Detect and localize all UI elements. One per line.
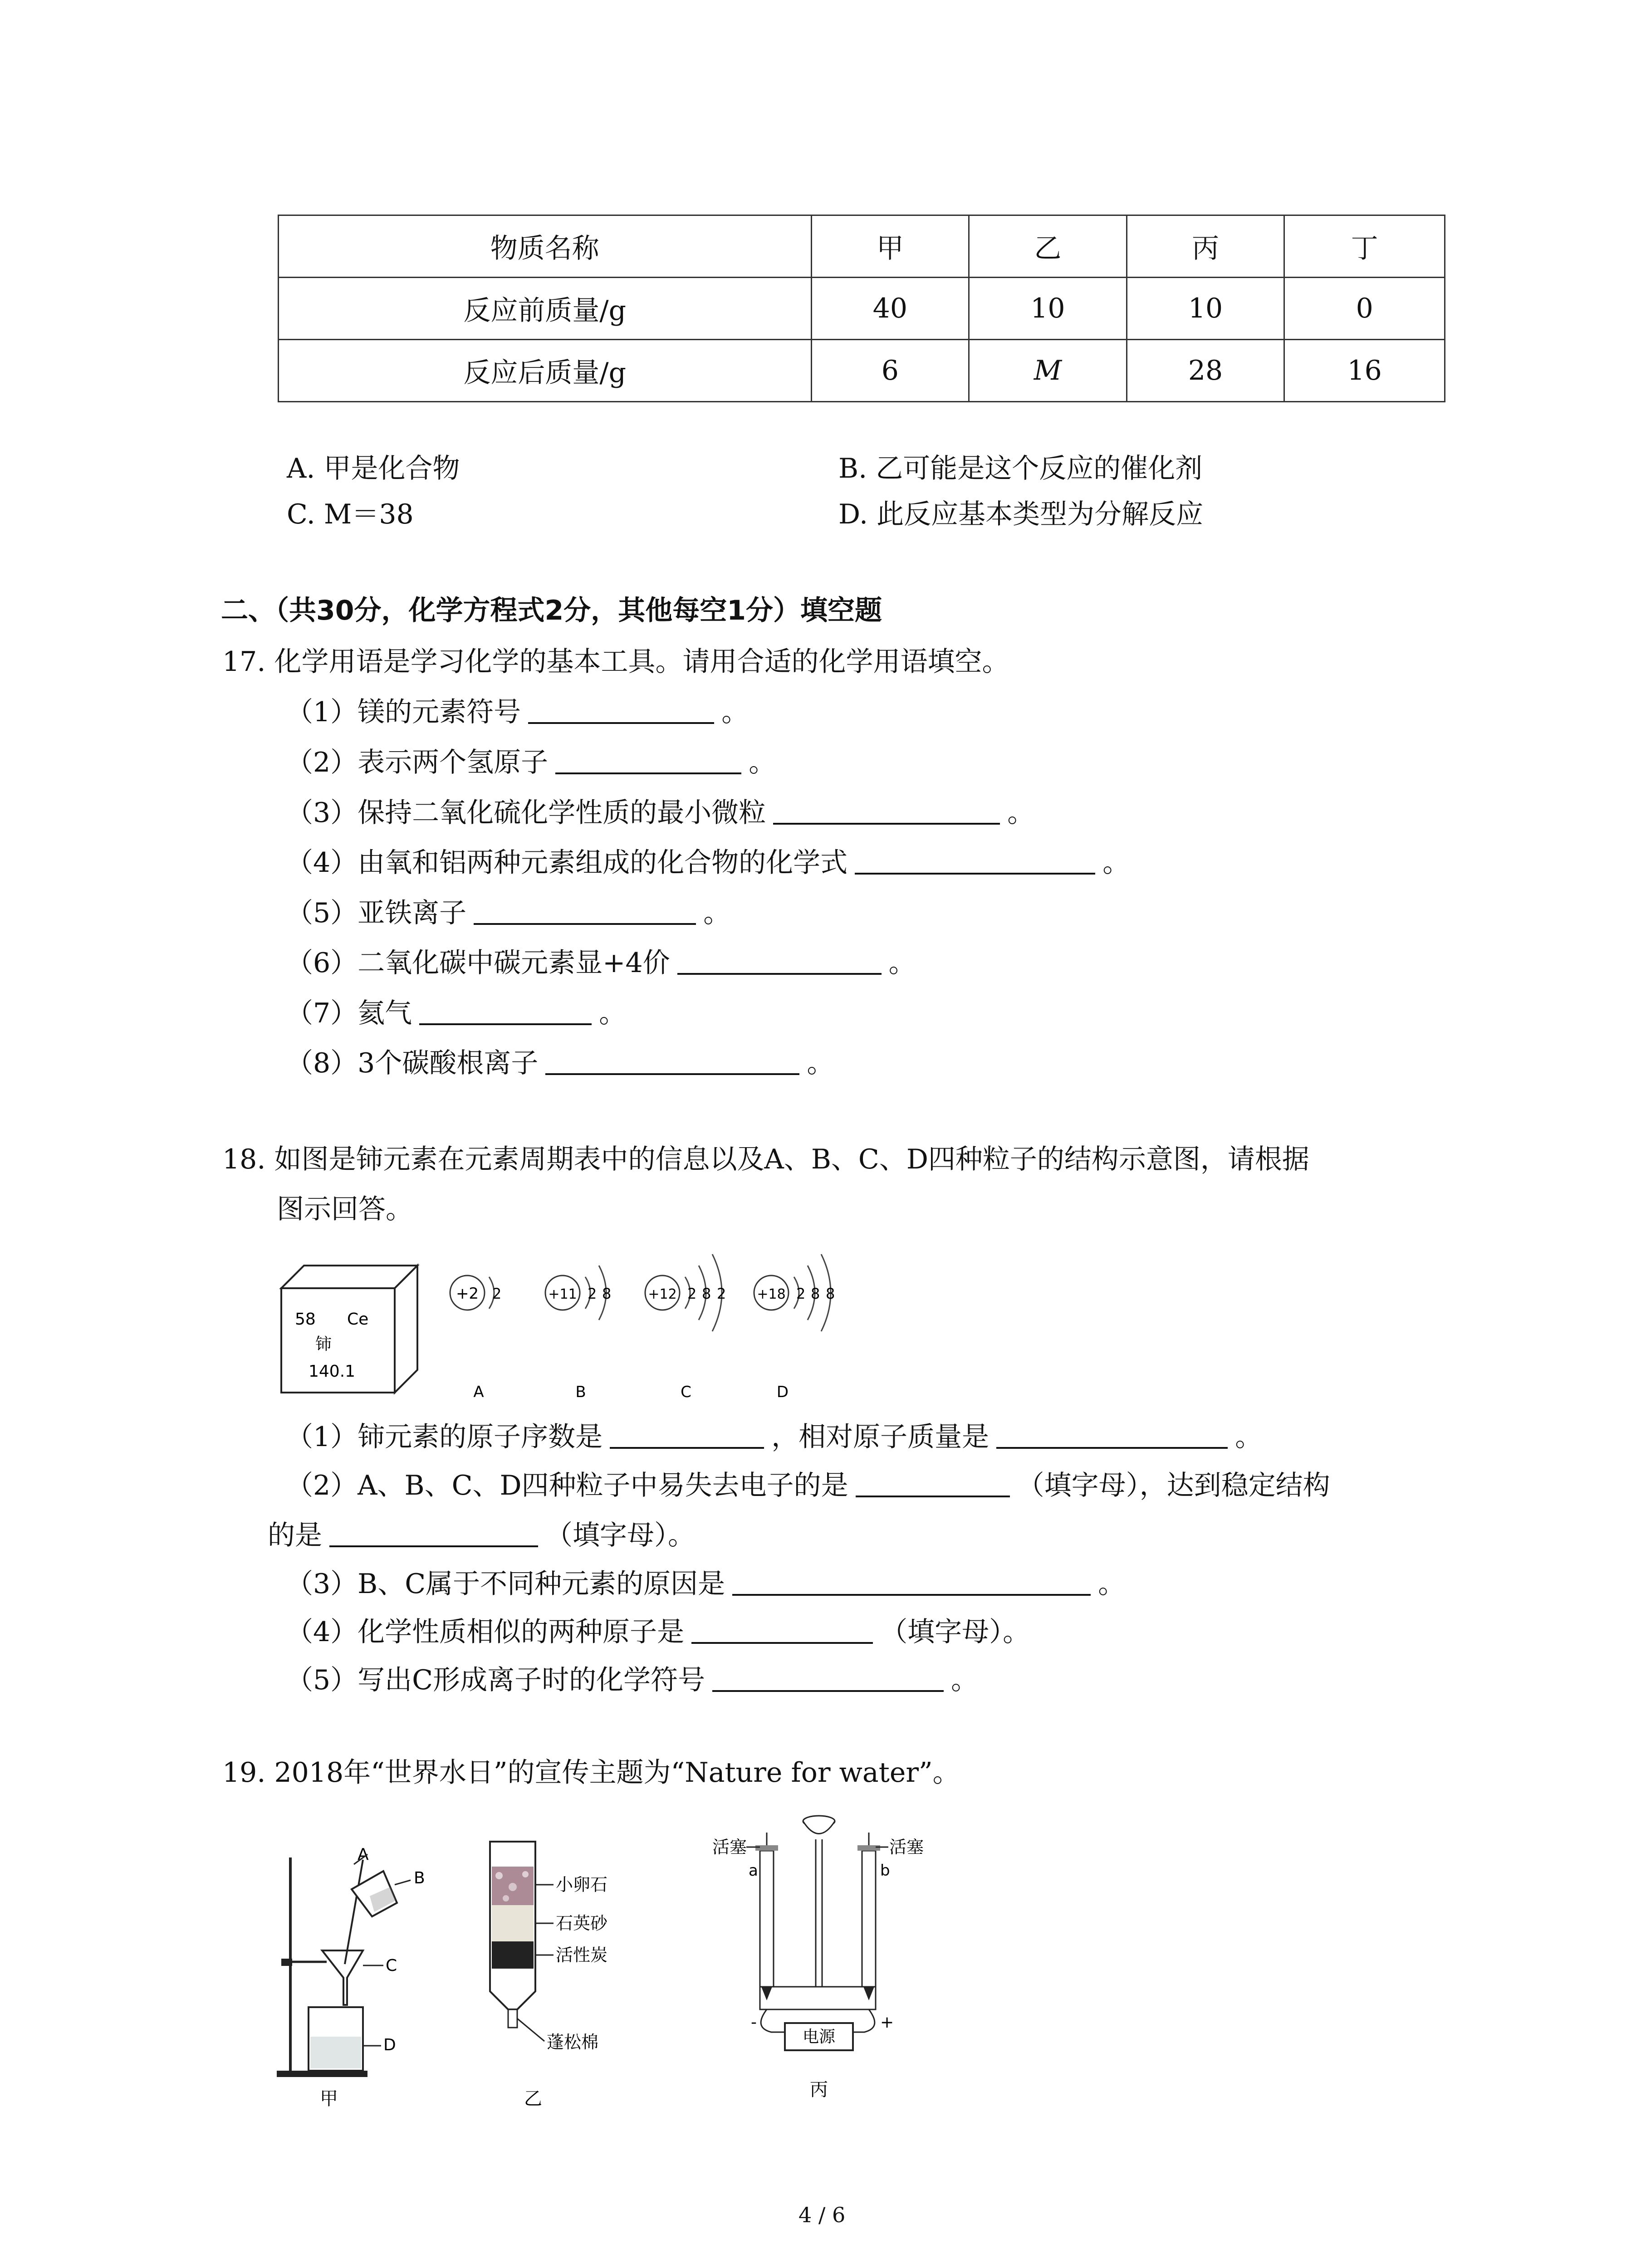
table-header-cell: 丙 xyxy=(1127,215,1284,278)
answer-blank[interactable] xyxy=(555,745,741,774)
answer-blank[interactable] xyxy=(545,1046,799,1075)
electrolysis-apparatus xyxy=(712,1816,924,2100)
q18-sub1-text: （1）铈元素的原子序数是 xyxy=(286,1421,603,1453)
q17-item xyxy=(286,895,730,931)
q18-stem-line2: 图示回答。 xyxy=(277,1193,413,1225)
answer-blank[interactable] xyxy=(773,796,1000,825)
q17-stem: 17. 化学用语是学习化学的基本工具。请用合适的化学用语填空。 xyxy=(222,646,1009,678)
answer-blank[interactable] xyxy=(712,1663,944,1692)
q17-item xyxy=(286,694,749,730)
q19-stem: 19. 2018年“世界水日”的宣传主题为“Nature for water”。 xyxy=(222,1757,960,1789)
q18-sub2-text: （填字母）。 xyxy=(545,1520,695,1551)
q17-item xyxy=(286,845,1130,881)
fig-label: B xyxy=(414,1869,425,1887)
q18-sub2-text: （2）A、B、C、D四种粒子中易失去电子的是 xyxy=(286,1470,848,1501)
option-a: A. 甲是化合物 xyxy=(287,453,460,484)
table-header-cell: 丁 xyxy=(1284,215,1445,278)
table-cell: 16 xyxy=(1284,340,1445,402)
answer-blank[interactable] xyxy=(732,1567,1091,1596)
option-d: D. 此反应基本类型为分解反应 xyxy=(838,499,1204,530)
fig-label: D xyxy=(383,2036,396,2054)
q17-item xyxy=(286,1045,834,1081)
particle-b xyxy=(545,1266,611,1401)
fig-label: a xyxy=(749,1862,758,1880)
q17-item-text: （5）亚铁离子 xyxy=(286,897,467,929)
q18-sub1 xyxy=(286,1419,1262,1455)
table-header-cell: 乙 xyxy=(969,215,1127,278)
element-number: 58 xyxy=(295,1310,316,1329)
q17-item-text: （4）由氧和铝两种元素组成的化合物的化学式 xyxy=(286,847,848,879)
q18-sub4-text: （填字母）。 xyxy=(880,1616,1030,1648)
shell-electrons: 8 xyxy=(602,1285,612,1302)
nucleus-charge: +11 xyxy=(548,1286,577,1302)
option-b: B. 乙可能是这个反应的催化剂 xyxy=(838,453,1203,484)
fig-label: b xyxy=(880,1862,890,1880)
q17-item-text: （2）表示两个氢原子 xyxy=(286,747,549,778)
table-cell: 10 xyxy=(1127,278,1284,340)
element-symbol: Ce xyxy=(347,1310,369,1329)
nucleus-charge: +2 xyxy=(456,1285,479,1303)
q18-sub2-text: 的是 xyxy=(268,1520,322,1551)
q18-sub4 xyxy=(286,1614,1030,1650)
end-mark: 。 xyxy=(721,696,749,728)
q18-sub5 xyxy=(286,1662,978,1698)
table-header-cell: 甲 xyxy=(811,215,969,278)
q18-sub2-cont xyxy=(268,1517,695,1554)
element-mass: 140.1 xyxy=(309,1362,356,1381)
option-c: C. M＝38 xyxy=(287,499,414,530)
answer-blank[interactable] xyxy=(691,1615,873,1644)
answer-blank[interactable] xyxy=(474,896,696,925)
shell-electrons: 2 xyxy=(796,1285,806,1302)
fig-label: 活性炭 xyxy=(556,1945,608,1965)
answer-blank[interactable] xyxy=(329,1518,538,1547)
end-mark: 。 xyxy=(1235,1421,1263,1453)
end-mark: 。 xyxy=(1007,797,1035,829)
end-mark: 。 xyxy=(888,947,916,979)
particle-label: C xyxy=(681,1383,691,1401)
fig-label: 活塞 xyxy=(889,1837,924,1857)
fig-label: A xyxy=(358,1845,369,1864)
figure-caption: 乙 xyxy=(524,2088,542,2109)
answer-blank[interactable] xyxy=(996,1420,1228,1449)
shell-electrons: 2 xyxy=(717,1285,726,1302)
q18-sub2-text: （填字母），达到稳定结构 xyxy=(1017,1470,1330,1501)
section-title: 二、（共30分，化学方程式2分，其他每空1分）填空题 xyxy=(221,595,882,626)
q17-item xyxy=(286,795,1034,831)
table-cell: 0 xyxy=(1284,278,1445,340)
particle-c xyxy=(645,1254,726,1401)
figure-caption: 丙 xyxy=(810,2079,828,2100)
element-card xyxy=(281,1266,417,1393)
table-header-row xyxy=(279,215,1445,278)
table-cell: 40 xyxy=(811,278,969,340)
particle-d xyxy=(754,1254,835,1401)
shell-electrons: 8 xyxy=(826,1285,835,1302)
particle-label: A xyxy=(473,1383,484,1401)
q17-item xyxy=(286,945,916,981)
power-source-label: 电源 xyxy=(802,2028,836,2046)
q18-sub1-text: ，相对原子质量是 xyxy=(771,1421,989,1453)
table-row xyxy=(279,278,1445,340)
table-cell: 反应后质量/g xyxy=(279,340,812,402)
table-cell: 28 xyxy=(1127,340,1284,402)
answer-blank[interactable] xyxy=(856,1468,1010,1497)
fig-label: - xyxy=(751,2013,757,2032)
fig-label: 小卵石 xyxy=(556,1875,608,1895)
q17-item-text: （3）保持二氧化硫化学性质的最小微粒 xyxy=(286,797,766,829)
particle-label: D xyxy=(776,1383,789,1401)
q17-item-text: （6）二氧化碳中碳元素显+4价 xyxy=(286,947,670,979)
q17-item-text: （7）氦气 xyxy=(286,997,412,1029)
table-cell: 6 xyxy=(811,340,969,402)
end-mark: 。 xyxy=(749,747,776,778)
shell-electrons: 2 xyxy=(687,1285,697,1302)
answer-blank[interactable] xyxy=(419,996,592,1025)
fig-label: 石英砂 xyxy=(556,1913,608,1933)
figure-caption: 甲 xyxy=(320,2088,338,2109)
answer-blank[interactable] xyxy=(528,695,714,724)
shell-electrons: 8 xyxy=(811,1285,820,1302)
answer-blank[interactable] xyxy=(855,846,1095,875)
q17-item xyxy=(286,995,626,1031)
end-mark: 。 xyxy=(807,1047,834,1079)
q17-item-text: （1）镁的元素符号 xyxy=(286,696,521,728)
nucleus-charge: +18 xyxy=(757,1286,786,1302)
element-name: 铈 xyxy=(315,1335,332,1354)
q18-sub3-text: （3）B、C属于不同种元素的原因是 xyxy=(286,1568,725,1600)
end-mark: 。 xyxy=(1098,1568,1126,1600)
page-number: 4 / 6 xyxy=(798,2203,846,2227)
nucleus-charge: +12 xyxy=(648,1286,677,1302)
q18-sub3 xyxy=(286,1566,1125,1602)
mass-table xyxy=(278,215,1445,402)
filtration-apparatus xyxy=(277,1845,425,2109)
q18-sub4-text: （4）化学性质相似的两种原子是 xyxy=(286,1616,685,1648)
q19-figures xyxy=(272,1814,1021,2141)
q17-item xyxy=(286,744,776,781)
end-mark: 。 xyxy=(1102,847,1130,879)
table-cell: 10 xyxy=(969,278,1127,340)
shell-electrons: 2 xyxy=(492,1285,502,1302)
answer-blank[interactable] xyxy=(677,946,882,975)
table-row xyxy=(279,340,1445,402)
table-cell: 反应前质量/g xyxy=(279,278,812,340)
q18-figure xyxy=(272,1234,953,1415)
particle-a xyxy=(450,1276,501,1401)
q18-sub2 xyxy=(286,1467,1330,1504)
fig-label: 活塞 xyxy=(712,1837,747,1857)
q18-stem-line1: 18. 如图是铈元素在元素周期表中的信息以及A、B、C、D四种粒子的结构示意图，请根据 xyxy=(222,1144,1309,1175)
shell-electrons: 2 xyxy=(588,1285,597,1302)
shell-electrons: 8 xyxy=(702,1285,711,1302)
fig-label: + xyxy=(880,2013,894,2032)
end-mark: 。 xyxy=(599,997,627,1029)
fig-label: 蓬松棉 xyxy=(547,2032,599,2052)
table-cell: M xyxy=(969,340,1127,402)
fig-label: C xyxy=(386,1956,397,1975)
end-mark: 。 xyxy=(951,1664,979,1696)
q18-sub5-text: （5）写出C形成离子时的化学符号 xyxy=(286,1664,705,1696)
table-header-cell: 物质名称 xyxy=(279,215,812,278)
end-mark: 。 xyxy=(703,897,731,929)
water-purifier xyxy=(490,1842,608,2109)
q17-item-text: （8）3个碳酸根离子 xyxy=(286,1047,539,1079)
answer-blank[interactable] xyxy=(610,1420,764,1449)
particle-label: B xyxy=(575,1383,586,1401)
